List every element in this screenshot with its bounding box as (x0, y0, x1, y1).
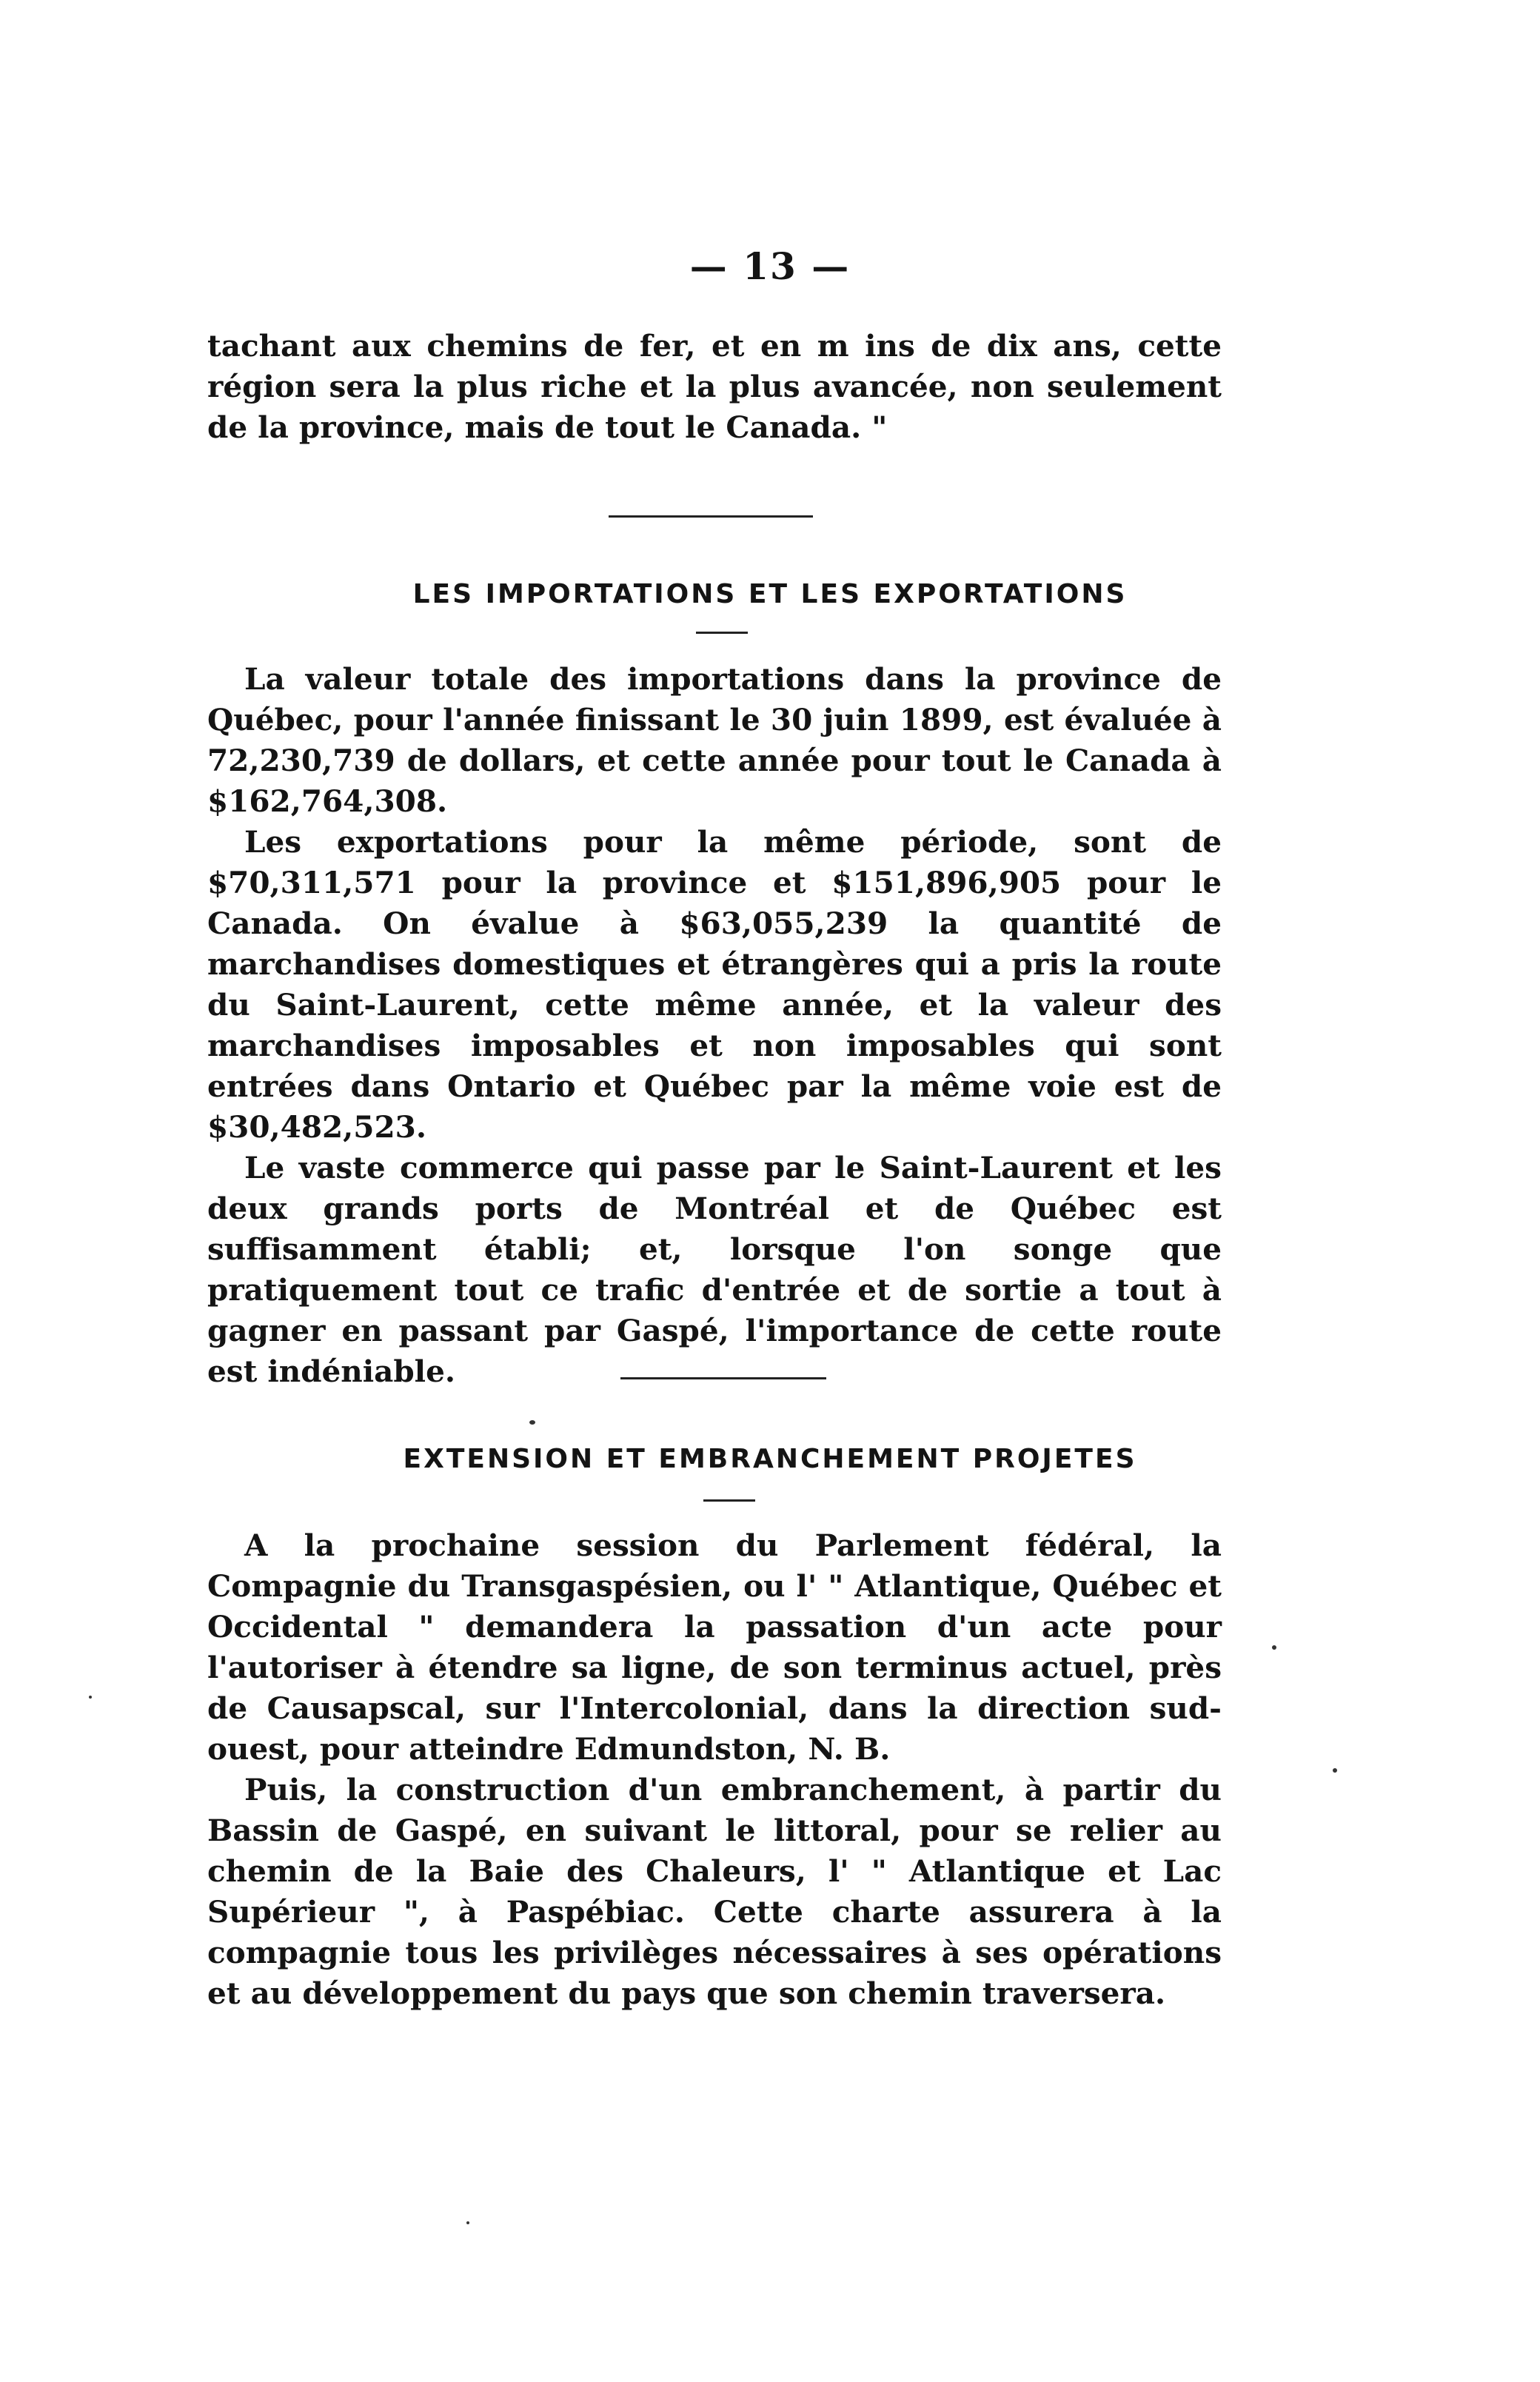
top-paragraph-block (207, 326, 1222, 448)
extension-body (207, 1525, 1222, 2014)
imports-paragraph-2: Les exportations pour la même période, sont de $70,311,571 pour la province et $151,896,905 pour le Canada. On évalue à $63,055,239 la quantité de marchandises domestiques et étrangères qui a pris la route du Saint-Laurent, cette même année, et la valeur des marchandises imposables et non imposables qui sont entrées dans Ontario et Québec par la même voie est de $30,482,523. (207, 824, 1222, 1145)
imports-paragraph-3: Le vaste commerce qui passe par le Saint-Laurent et les deux grands ports de Montréal et de Québec est suffisamment établi; et, lorsque l'on songe que pratiquement tout ce trafic d'entrée et de sortie a tout à gagner en passant par Gaspé, l'importance de cette route est indéniable. (207, 1150, 1222, 1389)
section-heading-imports: LES IMPORTATIONS ET LES EXPORTATIONS (412, 579, 1128, 609)
scan-speck (89, 1696, 92, 1699)
heading-underline (696, 632, 748, 634)
scan-speck (466, 2221, 469, 2224)
scan-speck (1272, 1645, 1276, 1650)
section-heading-extension: EXTENSION ET EMBRANCHEMENT PROJETES (403, 1444, 1137, 1474)
section-divider (620, 1377, 826, 1379)
scan-speck (1333, 1768, 1337, 1773)
imports-body (207, 659, 1222, 1392)
scan-speck (529, 1420, 535, 1425)
imports-paragraph-1: La valeur totale des importations dans la province de Québec, pour l'année finissant le 30 juin 1899, est évaluée à 72,230,739 de dollars, et cette année pour tout le Canada à $162,764,308. (207, 661, 1222, 819)
page-number: — 13 — (689, 244, 851, 288)
extension-paragraph-2: Puis, la construction d'un embranchement, à partir du Bassin de Gaspé, en suivant le littoral, pour se relier au chemin de la Baie des Chaleurs, l' " Atlantique et Lac Supérieur ", à Paspébiac. Cette charte assurera à la compagnie tous les privilèges nécessaires à ses opérations et au développement du pays que son chemin traversera. (207, 1772, 1222, 2011)
heading-underline (703, 1499, 755, 1502)
section-divider (609, 515, 813, 518)
continuation-paragraph: tachant aux chemins de fer, et en m ins de dix ans, cette région sera la plus riche et la plus avancée, non seulement de la province, mais de tout le Canada. " (207, 328, 1222, 445)
extension-paragraph-1: A la prochaine session du Parlement fédéral, la Compagnie du Transgaspésien, ou l' " Atlantique, Québec et Occidental " demandera la passation d'un acte pour l'autoriser à étendre sa ligne, de son terminus actuel, près de Causapscal, sur l'Intercolonial, dans la direction sud-ouest, pour atteindre Edmundston, N. B. (207, 1528, 1222, 1767)
